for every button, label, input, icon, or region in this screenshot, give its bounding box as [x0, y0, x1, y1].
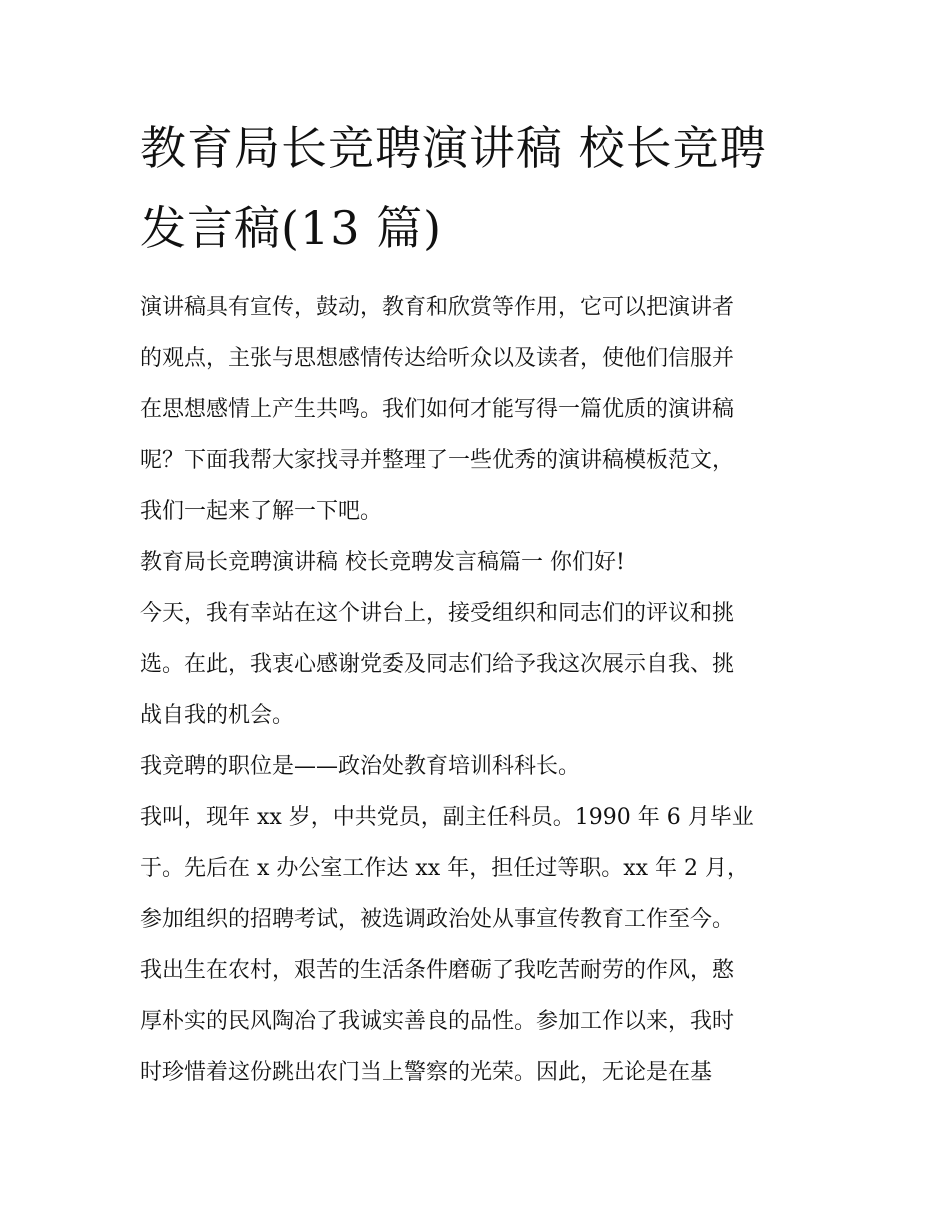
- text-line: 我叫，现年 xx 岁，中共党员，副主任科员。1990 年 6 月毕业: [140, 805, 754, 830]
- text-line: 呢？下面我帮大家找寻并整理了一些优秀的演讲稿模板范文，: [140, 448, 735, 473]
- text-line: 于。先后在 x 办公室工作达 xx 年，担任过等职。xx 年 2 月，: [140, 856, 749, 881]
- text-line: 战自我的机会。: [140, 703, 295, 728]
- title-line: 发言稿(13 篇): [140, 201, 443, 255]
- text-line: 我们一起来了解一下吧。: [140, 499, 383, 524]
- body-paragraph: [140, 741, 820, 792]
- section-heading: [140, 537, 820, 588]
- title-line: 教育局长竞聘演讲稿 校长竞聘: [140, 121, 767, 175]
- text-line: 厚朴实的民风陶冶了我诚实善良的品性。参加工作以来，我时: [140, 1009, 735, 1034]
- intro-paragraph: [140, 282, 820, 537]
- text-line: 参加组织的招聘考试，被选调政治处从事宣传教育工作至今。: [140, 907, 735, 932]
- document-title: [140, 108, 820, 268]
- text-line: 我竞聘的职位是——政治处教育培训科科长。: [140, 754, 581, 779]
- text-line: 我出生在农村，艰苦的生活条件磨砺了我吃苦耐劳的作风，憨: [140, 958, 735, 983]
- text-line: 的观点，主张与思想感情传达给听众以及读者，使他们信服并: [140, 346, 735, 371]
- text-line: 选。在此，我衷心感谢党委及同志们给予我这次展示自我、挑: [140, 652, 735, 677]
- body-paragraph: [140, 792, 820, 1098]
- text-line: 演讲稿具有宣传，鼓动，教育和欣赏等作用，它可以把演讲者: [140, 295, 735, 320]
- document-page: [140, 108, 820, 1098]
- text-line: 教育局长竞聘演讲稿 校长竞聘发言稿篇一 你们好!: [140, 550, 625, 575]
- text-line: 今天，我有幸站在这个讲台上，接受组织和同志们的评议和挑: [140, 601, 735, 626]
- body-paragraph: [140, 588, 820, 741]
- text-line: 时珍惜着这份跳出农门当上警察的光荣。因此，无论是在基: [140, 1060, 713, 1085]
- text-line: 在思想感情上产生共鸣。我们如何才能写得一篇优质的演讲稿: [140, 397, 735, 422]
